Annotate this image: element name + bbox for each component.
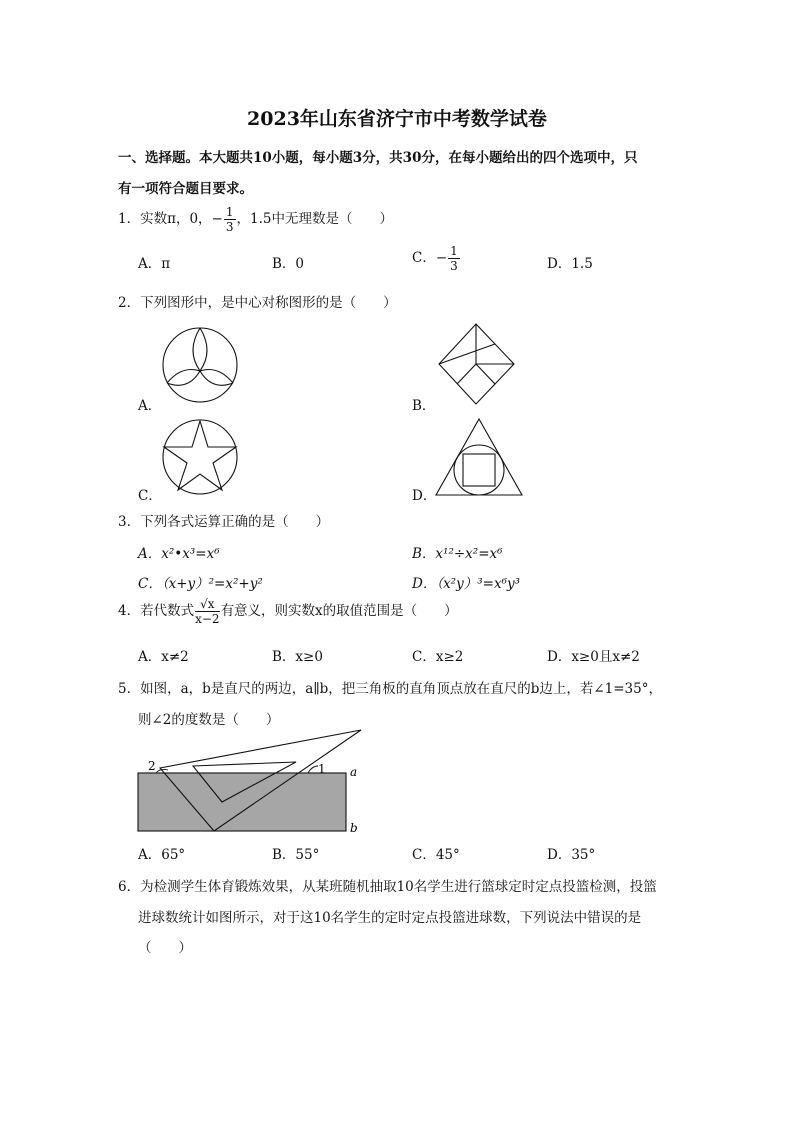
- question-3-stem: 3．下列各式运算正确的是（ ）: [118, 514, 330, 530]
- q2-option-b[interactable]: B．: [412, 398, 436, 414]
- question-4-stem: [118, 598, 458, 625]
- q1-c-prefix: C．−: [412, 250, 448, 266]
- q4-prefix: 4．若代数式: [118, 603, 195, 619]
- question-2-stem: 2．下列图形中，是中心对称图形的是（ ）: [118, 295, 397, 311]
- q1-option-a[interactable]: A．π: [138, 256, 171, 272]
- q4-option-b[interactable]: B．x≥0: [272, 649, 323, 665]
- angle-1-label: 1: [318, 762, 326, 776]
- q4-fraction: [195, 598, 219, 625]
- figure-ruler-triangle: [136, 728, 376, 833]
- q4-den: x−2: [195, 612, 220, 626]
- q1-fraction: [224, 206, 236, 233]
- q2-option-d[interactable]: D．: [412, 488, 437, 504]
- figure-triangle-circle-square: [436, 417, 526, 499]
- q3-option-b[interactable]: B．x¹²÷x²=x⁶: [412, 546, 503, 562]
- question-5-line2: 则∠2的度数是（ ）: [138, 712, 280, 728]
- q3-option-d[interactable]: D．（x²y）³=x⁶y³: [412, 576, 521, 592]
- ruler: [138, 773, 346, 831]
- q1-prefix: 1．实数π，0，−: [118, 211, 223, 227]
- q1-c-num: 1: [450, 244, 458, 258]
- question-6-line1: 6．为检测学生体育锻炼效果，从某班随机抽取10名学生进行篮球定时定点投篮检测，投篮: [118, 879, 657, 895]
- section-header-line1: 一、选择题。本大题共10小题，每小题3分，共30分，在每小题给出的四个选项中，只: [118, 150, 638, 166]
- q1-option-b[interactable]: B．0: [272, 256, 305, 272]
- q1-frac-den: 3: [225, 220, 234, 234]
- line-b-label: b: [350, 821, 358, 835]
- figure-square-pinwheel: [437, 322, 517, 406]
- q4-option-d[interactable]: D．x≥0且x≠2: [547, 649, 640, 665]
- q1-option-d[interactable]: D．1.5: [547, 256, 593, 272]
- q3-option-c[interactable]: C．（x+y）²=x²+y²: [138, 576, 263, 592]
- q4-num: √x: [195, 598, 219, 612]
- q1-option-c[interactable]: [412, 245, 461, 272]
- q1-frac-num: 1: [225, 205, 234, 219]
- section-header-line2: 有一项符合题目要求。: [118, 181, 253, 197]
- angle-2-label: 2: [148, 759, 156, 773]
- q4-option-c[interactable]: C．x≥2: [412, 649, 464, 665]
- q5-option-a[interactable]: A．65°: [138, 847, 186, 863]
- question-1-stem: [118, 206, 393, 233]
- page-title: 2023年山东省济宁市中考数学试卷: [247, 108, 547, 130]
- q1-c-den: 3: [450, 259, 458, 273]
- q2-option-c[interactable]: C．: [138, 488, 162, 504]
- q5-option-b[interactable]: B．55°: [272, 847, 320, 863]
- question-6-line2: 进球数统计如图所示，对于这10名学生的定时定点投篮进球数，下列说法中错误的是: [138, 910, 642, 926]
- q4-suffix: 有意义，则实数x的取值范围是（ ）: [220, 603, 458, 619]
- q4-option-a[interactable]: A．x≠2: [138, 649, 189, 665]
- question-5-line1: 5．如图，a，b是直尺的两边，a∥b，把三角板的直角顶点放在直尺的b边上，若∠1=35°，: [118, 681, 662, 697]
- q2-option-a[interactable]: A．: [138, 398, 162, 414]
- q1-c-fraction: [448, 245, 460, 272]
- figure-circle-three-arcs: [162, 327, 242, 407]
- figure-circle-star: [162, 417, 242, 497]
- q1-suffix: ，1.5中无理数是（ ）: [236, 211, 393, 227]
- q5-option-d[interactable]: D．35°: [547, 847, 596, 863]
- question-6-line3: （ ）: [138, 940, 192, 956]
- q5-option-c[interactable]: C．45°: [412, 847, 460, 863]
- line-a-label: a: [350, 765, 358, 779]
- q3-option-a[interactable]: A．x²•x³=x⁶: [138, 546, 220, 562]
